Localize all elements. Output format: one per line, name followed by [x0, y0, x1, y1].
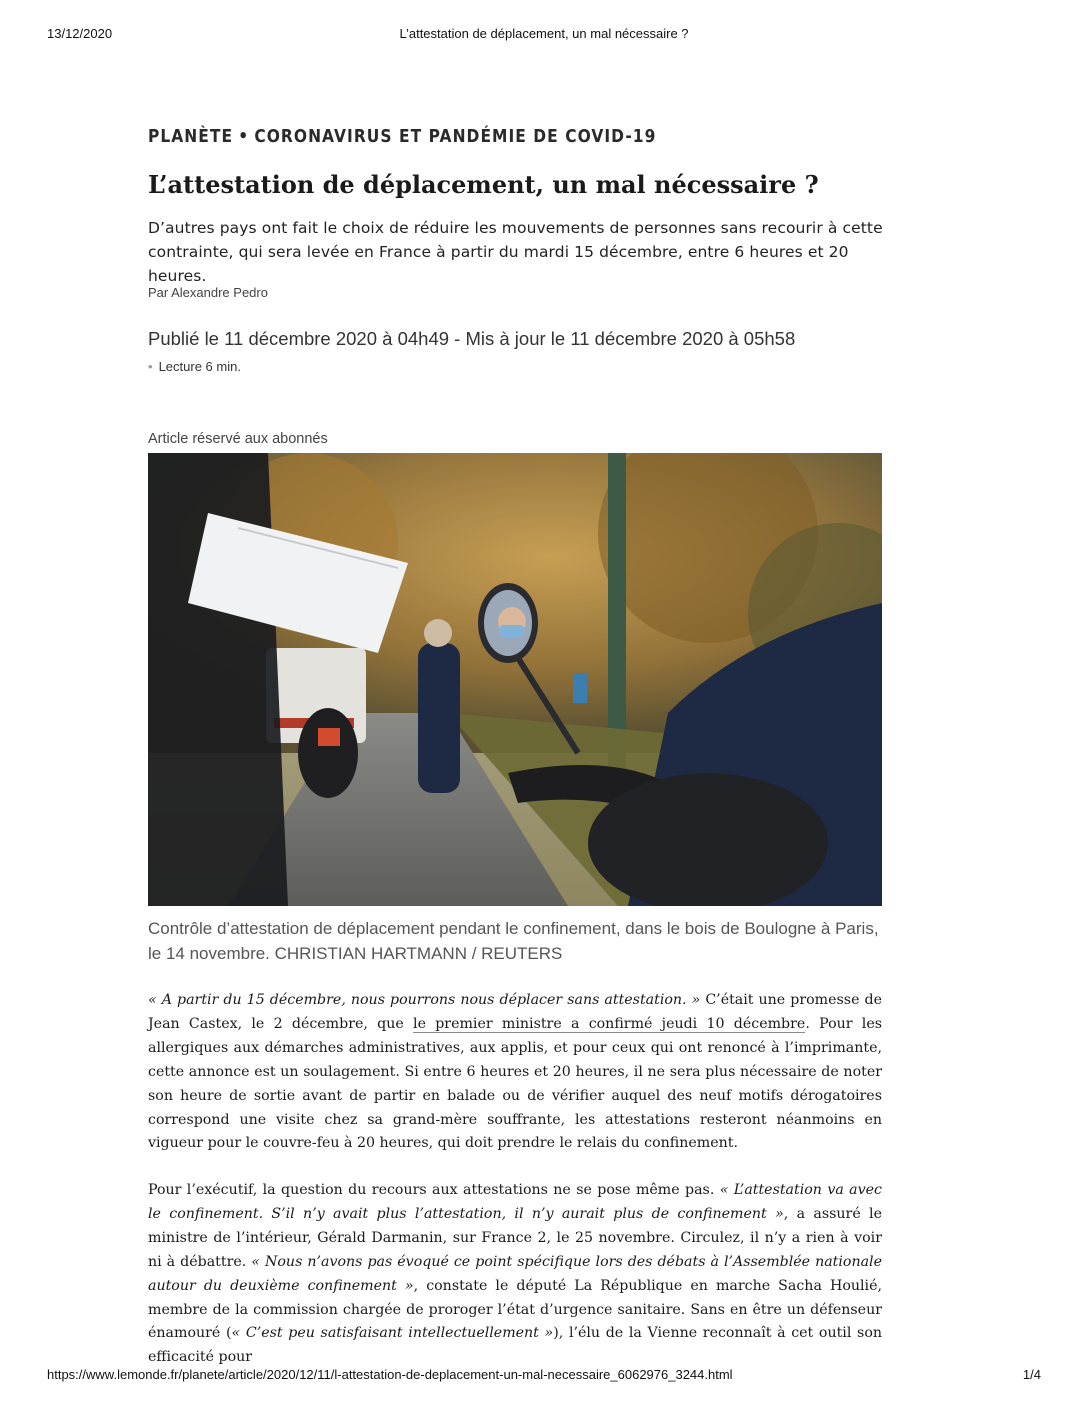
- reading-time: [148, 359, 241, 374]
- p2-text-3: , constate le député La République en marche Sacha Houlié, membre de la commission chargée de proroger l’état d’urgence sanitaire. Sans en être un défenseur énamouré (: [148, 1277, 882, 1342]
- quote-houlie: « Nous n’avons pas évoqué ce point spécifique lors des débats à l’Assemblée nationale autour du deuxième confinement »: [148, 1253, 882, 1294]
- premier-ministre-link[interactable]: le premier ministre a confirmé jeudi 10 décembre: [413, 1015, 806, 1032]
- p2-text-4: ), l’élu de la Vienne reconnaît à cet outil son efficacité pour: [148, 1325, 883, 1366]
- subscriber-badge: Article réservé aux abonnés: [148, 431, 328, 447]
- quote-satisfaisant: « C’est peu satisfaisant intellectuellement »: [231, 1325, 554, 1342]
- print-footer: [47, 1367, 1041, 1383]
- kicker-separator: •: [238, 126, 250, 147]
- standfirst: D’autres pays ont fait le choix de réduire les mouvements de personnes sans recourir à cette contrainte, qui sera levée en France à partir du mardi 15 décembre, entre 6 heures et 20 heures.: [148, 219, 883, 285]
- print-date: 13/12/2020: [47, 26, 113, 41]
- section-kicker: [148, 126, 656, 147]
- p2-text-1: Pour l’exécutif, la question du recours aux attestations ne se pose même pas.: [148, 1182, 720, 1198]
- p2-text-2: , a assuré le ministre de l’intérieur, Gérald Darmanin, sur France 2, le 25 novembre. Circulez, il n’y a rien à voir ni à débattre.: [148, 1205, 882, 1270]
- quote-castex: « A partir du 15 décembre, nous pourrons nous déplacer sans attestation. »: [148, 992, 701, 1008]
- body-paragraph-2: [148, 1179, 882, 1370]
- p1-text-2: . Pour les allergiques aux démarches administratives, aux applis, et pour ceux qui ont renoncé à l’imprimante, cette annonce est un soulagement. Si entre 6 heures et 20 heures, il ne sera plus nécessaire de noter son heure de sortie avant de partir en balade ou de vérifier auquel des neuf motifs dérogatoires correspond une visite chez sa grand-mère souffrante, les attestations resteront néanmoins en vigueur pour le couvre-feu à 20 heures, qui doit prendre le relais du confinement.: [148, 1015, 882, 1152]
- article-photo: [148, 453, 882, 906]
- print-title: L’attestation de déplacement, un mal nécessaire ?: [399, 26, 689, 41]
- print-url: https://www.lemonde.fr/planete/article/2020/12/11/l-attestation-de-deplacement-un-mal-necessaire_6062976_3244.html: [47, 1367, 733, 1382]
- photo-illustration: [148, 453, 882, 906]
- section-link[interactable]: PLANÈTE: [148, 126, 234, 147]
- reading-time-label: Lecture 6 min.: [158, 359, 241, 374]
- quote-darmanin: « L’attestation va avec le confinement. S’il n’y avait plus l’attestation, il n’y aurait plus de confinement »: [148, 1182, 882, 1222]
- reading-bullet: •: [148, 359, 153, 374]
- page-number: 1/4: [1022, 1367, 1041, 1382]
- author-byline: Par Alexandre Pedro: [148, 285, 268, 300]
- photo-caption: Contrôle d’attestation de déplacement pendant le confinement, dans le bois de Boulogne à Paris, le 14 novembre. CHRISTIAN HARTMANN / REUTERS: [148, 919, 879, 963]
- headline: L’attestation de déplacement, un mal nécessaire ?: [148, 170, 819, 199]
- subsection-link[interactable]: CORONAVIRUS ET PANDÉMIE DE COVID-19: [254, 126, 657, 147]
- publication-date: Publié le 11 décembre 2020 à 04h49 - Mis à jour le 11 décembre 2020 à 05h58: [148, 328, 796, 349]
- p1-text-1: C’était une promesse de Jean Castex, le 2 décembre, que: [148, 992, 882, 1032]
- body-paragraph-1: [148, 989, 882, 1156]
- print-header: [47, 26, 1041, 42]
